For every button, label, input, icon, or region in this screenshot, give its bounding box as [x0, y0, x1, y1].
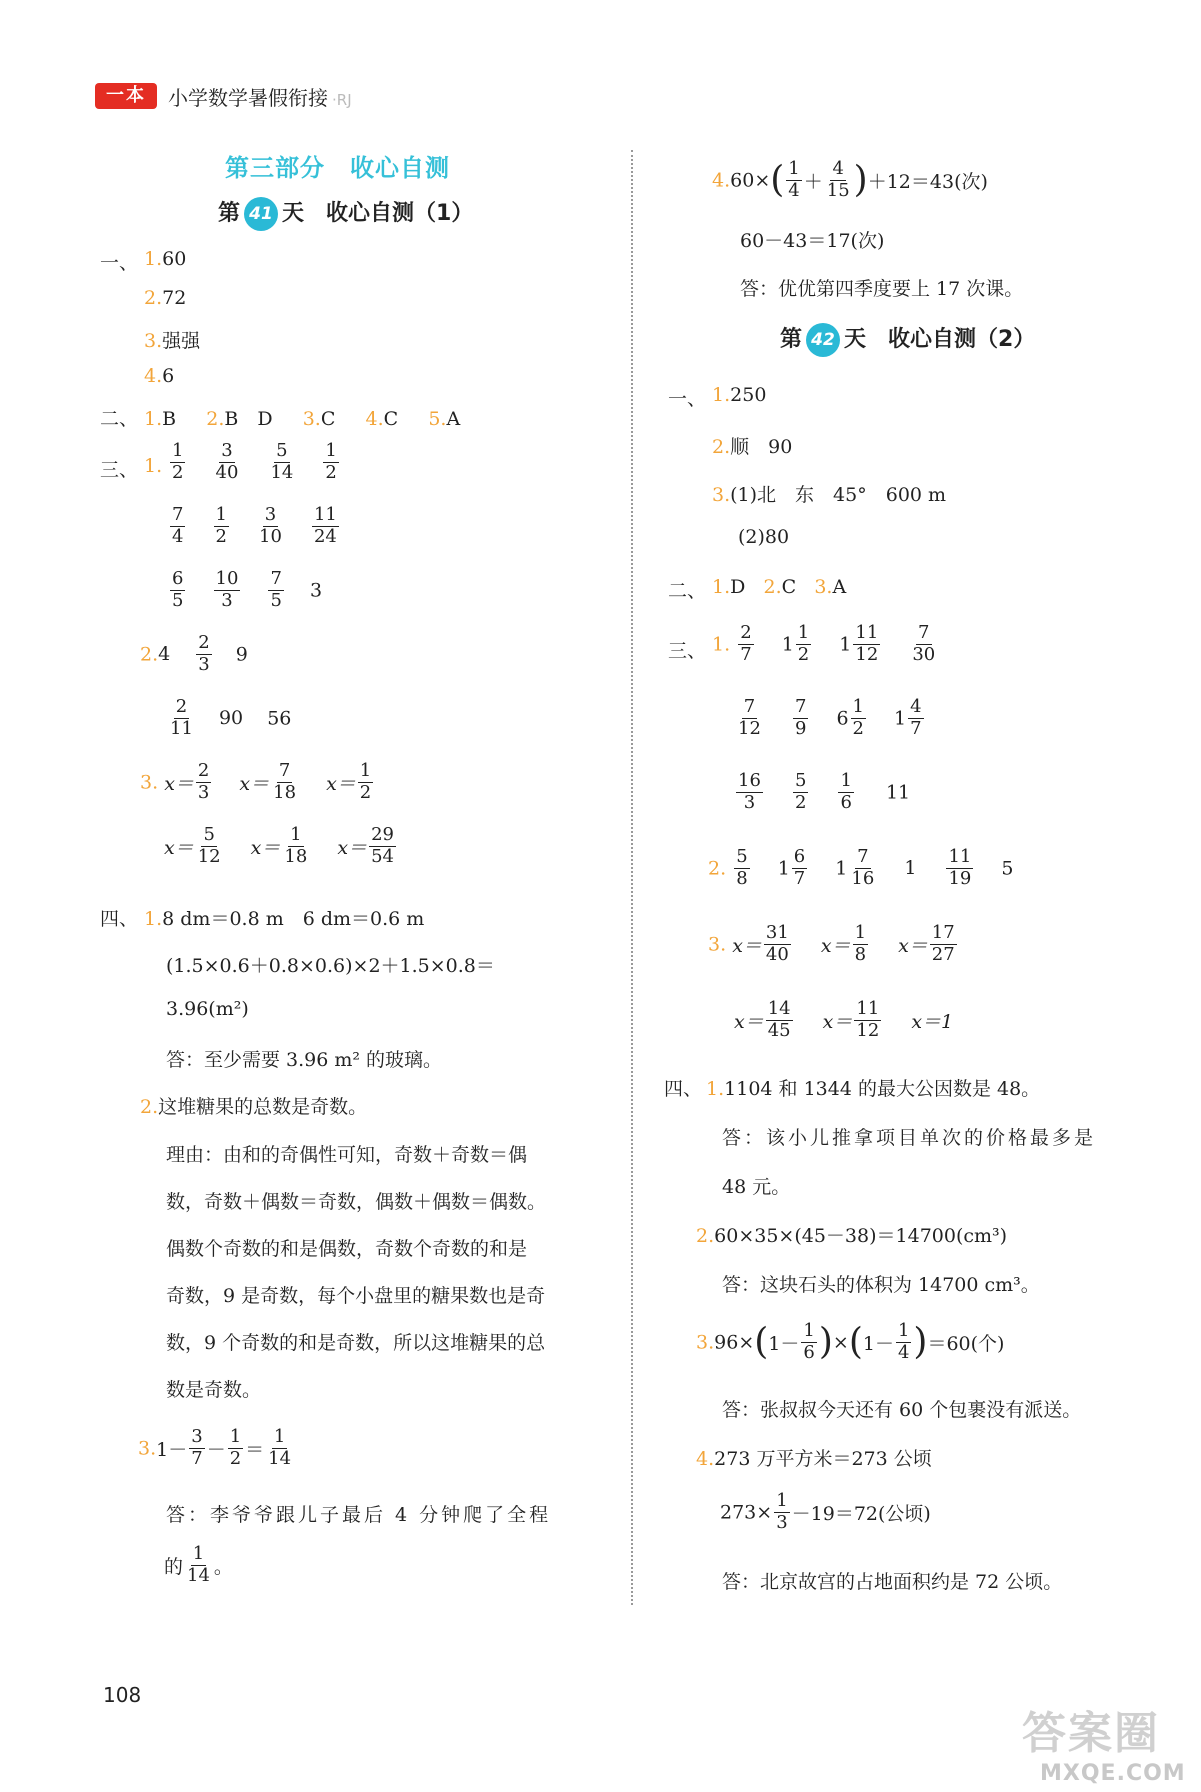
- answer-line: 答：李爷爷跟儿子最后 4 分钟爬了全程: [166, 1504, 552, 1526]
- section-label: 一、: [100, 252, 139, 274]
- answer-line: 答：北京故宫的占地面积约是 72 公顷。: [722, 1571, 1063, 1593]
- answer-line: 数是奇数。: [166, 1379, 262, 1401]
- answer-line: 60－43＝17(次): [740, 230, 885, 252]
- fraction-row: $\frac{1}{2}$ $\frac{3}{40}$ $\frac{5}{14}$ $\frac{1}{2}$: [172, 440, 337, 483]
- answer-line: 答：张叔叔今天还有 60 个包裹没有派送。: [722, 1399, 1082, 1421]
- fraction-row: $\frac{7}{4}$ $\frac{1}{2}$ $\frac{3}{10}$ $\frac{11}{24}$: [172, 504, 337, 547]
- day-42-heading: 第 42 天 收心自测（2）: [780, 322, 1035, 357]
- answer-item: 1.60: [144, 248, 187, 270]
- equation-row: 3.96×(1－ $\frac{1}{6}$ )×(1－ $\frac{1}{4}$ )＝60(个): [696, 1320, 1005, 1363]
- answer-row: $\frac{2}{11}$ 90 56: [170, 696, 292, 739]
- answer-item: 2.顺 90: [712, 436, 793, 458]
- answer-item: 2.72: [144, 287, 187, 309]
- answer-line: 2.60×35×(45－38)＝14700(cm³): [696, 1225, 1008, 1247]
- page-number: 108: [103, 1683, 142, 1707]
- fraction-row: $\frac{16}{3}$ $\frac{5}{2}$ $\frac{1}{6}$ 11: [738, 770, 911, 813]
- equation-row: 4.60×( $\frac{1}{4}$ ＋ $\frac{4}{15}$ )＋12＝43(次): [712, 158, 988, 201]
- answer-line: 答：该小儿推拿项目单次的价格最多是: [722, 1127, 1097, 1149]
- answer-line: 3.96(m²): [166, 998, 249, 1020]
- answer-item: (2)80: [738, 526, 790, 548]
- answer-row: 2.4 $\frac{2}{3}$ 9: [140, 632, 248, 675]
- fraction-row: 1. $\frac{2}{7}$ 1 $\frac{1}{2}$ 1 $\frac{11}{12}$ $\frac{7}{30}$: [712, 622, 936, 665]
- brand-logo: 一本: [95, 83, 157, 109]
- fraction-row: $\frac{7}{12}$ $\frac{7}{9}$ 6 $\frac{1}{2}$ 1 $\frac{4}{7}$: [738, 696, 922, 739]
- fraction-row: 2. $\frac{5}{8}$ 1 $\frac{6}{7}$ 1 $\frac{7}{16}$ 1 $\frac{11}{19}$ 5: [708, 846, 1014, 889]
- answer-row: 1.D 2.C 3.A: [712, 576, 847, 598]
- equation-row: 273× $\frac{1}{3}$ －19＝72(公顷): [720, 1490, 931, 1533]
- section-label: 二、: [100, 408, 139, 430]
- answer-line: 数，奇数＋偶数＝奇数，偶数＋偶数＝偶数。: [166, 1191, 547, 1213]
- answer-line: 奇数，9 是奇数，每个小盘里的糖果数也是奇: [166, 1285, 546, 1307]
- answer-line: 48 元。: [722, 1176, 791, 1198]
- item-number: 1.: [144, 455, 163, 477]
- answer-item: 3.(1)北 东 45° 600 m: [712, 484, 947, 506]
- answer-line: 1.1104 和 1344 的最大公因数是 48。: [706, 1078, 1041, 1100]
- section-label: 二、: [668, 580, 707, 602]
- answer-line: 答：这块石头的体积为 14700 cm³。: [722, 1274, 1040, 1296]
- answer-line: 答：至少需要 3.96 m² 的玻璃。: [166, 1049, 443, 1071]
- answer-line: 1.8 dm＝0.8 m 6 dm＝0.6 m: [144, 908, 425, 930]
- column-divider: [631, 150, 633, 1605]
- equation-row: 3. x＝ $\frac{31}{40}$ x＝ $\frac{1}{8}$ x＝ $\frac{17}{27}$: [708, 922, 955, 965]
- answer-line: 答：优优第四季度要上 17 次课。: [740, 278, 1024, 300]
- answer-row: 1.B 2.B D 3.C 4.C 5.A: [144, 408, 461, 430]
- fraction-row: $\frac{6}{5}$ $\frac{10}{3}$ $\frac{7}{5}$ 3: [172, 568, 323, 611]
- answer-item: 4.6: [144, 365, 175, 387]
- answer-item: 3.强强: [144, 330, 201, 352]
- section-label: 一、: [668, 388, 707, 410]
- section-label: 三、: [668, 640, 707, 662]
- answer-line: 2.这堆糖果的总数是奇数。: [140, 1096, 368, 1118]
- day-badge: 42: [806, 323, 840, 357]
- edition-label: ·RJ: [332, 91, 352, 109]
- answer-line: 理由：由和的奇偶性可知，奇数＋奇数＝偶: [166, 1144, 528, 1166]
- answer-item: 1.250: [712, 384, 767, 406]
- section-label: 三、: [100, 459, 139, 481]
- watermark: 答案圈 MXQE.COM: [1022, 1708, 1186, 1786]
- section-label: 四、: [100, 908, 139, 930]
- equation-row: x＝ $\frac{5}{12}$ x＝ $\frac{1}{18}$ x＝ $\frac{29}{54}$: [164, 824, 394, 867]
- answer-line: 4.273 万平方米＝273 公顷: [696, 1448, 932, 1470]
- part-title: 第三部分 收心自测: [225, 154, 450, 182]
- answer-line: (1.5×0.6＋0.8×0.6)×2＋1.5×0.8＝: [166, 955, 495, 977]
- answer-line: 数，9 个奇数的和是奇数，所以这堆糖果的总: [166, 1332, 546, 1354]
- equation-row: x＝ $\frac{14}{45}$ x＝ $\frac{11}{12}$ x＝1: [734, 998, 954, 1041]
- day-badge: 41: [244, 197, 278, 231]
- day-41-heading: 第 41 天 收心自测（1）: [218, 196, 473, 231]
- answer-line: 偶数个奇数的和是偶数，奇数个奇数的和是: [166, 1238, 528, 1260]
- equation-row: 3. x＝ $\frac{2}{3}$ x＝ $\frac{7}{18}$ x＝ $\frac{1}{2}$: [140, 760, 372, 803]
- answer-line: 的 $\frac{1}{14}$ 。: [164, 1543, 233, 1586]
- book-title: 小学数学暑假衔接 ·RJ: [168, 86, 352, 110]
- section-label: 四、: [664, 1078, 703, 1100]
- equation-row: 3.1－ $\frac{3}{7}$ － $\frac{1}{2}$ ＝ $\frac{1}{14}$: [138, 1426, 292, 1469]
